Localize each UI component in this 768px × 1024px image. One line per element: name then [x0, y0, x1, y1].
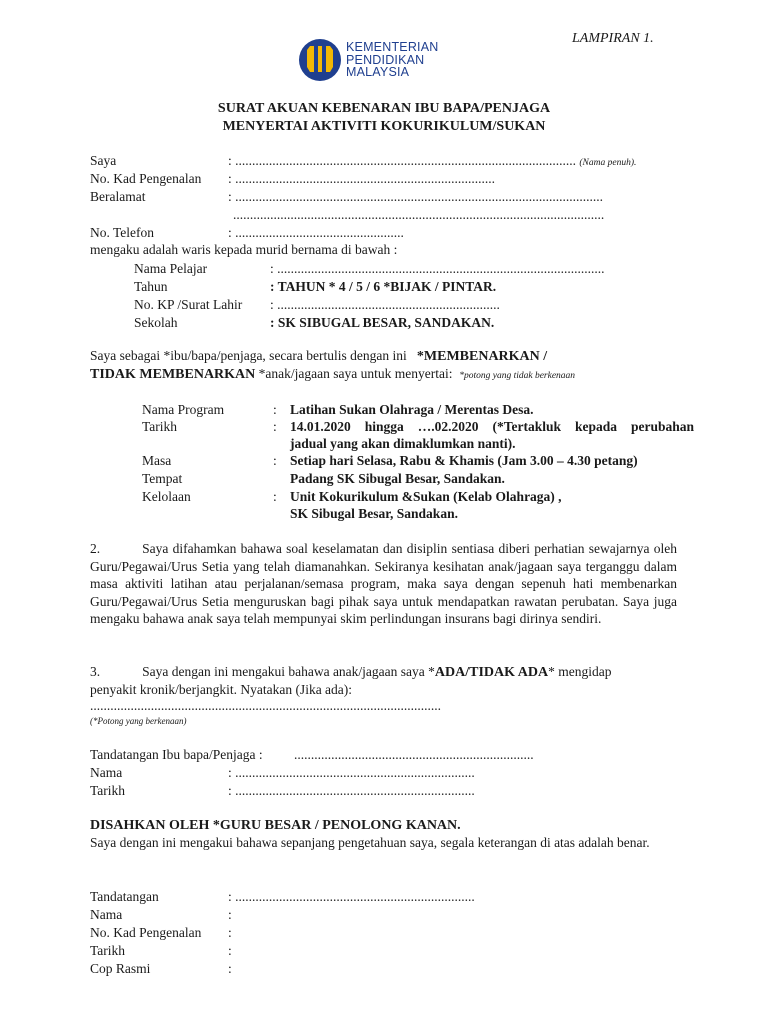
ttd-ibubapa-label: Tandatangan Ibu bapa/Penjaga : — [90, 747, 263, 762]
ministry-logo — [298, 35, 458, 85]
logo-line-3: MALAYSIA — [346, 65, 410, 79]
paragraph-3-line-2: penyakit kronik/berjangkit. Nyatakan (Jika ada): — [90, 682, 353, 697]
paragraph-3-line-1: 3. Saya dengan ini mengakui bahawa anak/jagaan saya *ADA/TIDAK ADA* mengidap — [90, 664, 612, 680]
confirm-tarikh-field[interactable]: : — [228, 943, 232, 958]
kp-label: No. Kad Pengenalan — [90, 171, 202, 186]
lampiran-label: LAMPIRAN 1. — [572, 31, 654, 46]
colon: : — [273, 402, 277, 417]
confirm-kp-field[interactable]: : — [228, 925, 232, 940]
tel-field[interactable]: : .................................................. — [228, 225, 404, 240]
colon: : — [273, 419, 277, 434]
program-kelolaan-value: Unit Kokurikulum &Sukan (Kelab Olahraga) , — [290, 489, 562, 504]
waris-text: mengaku adalah waris kepada murid bernama di bawah : — [90, 242, 398, 257]
ministry-emblem-icon — [298, 37, 342, 83]
sig-nama-label: Nama — [90, 765, 123, 780]
confirm-heading: DISAHKAN OLEH *GURU BESAR / PENOLONG KANAN. — [90, 818, 461, 833]
confirm-tarikh-label: Tarikh — [90, 943, 126, 958]
saya-label: Saya — [90, 153, 117, 168]
confirm-text: Saya dengan ini mengakui bahawa sepanjang pengetahuan saya, segala keterangan di atas adalah benar. — [90, 835, 650, 850]
kp-pelajar-label: No. KP /Surat Lahir — [134, 297, 243, 312]
colon: : — [273, 489, 277, 504]
confirm-cop-label: Cop Rasmi — [90, 961, 151, 976]
sekolah-label: Sekolah — [134, 315, 178, 330]
program-masa-label: Masa — [142, 453, 172, 468]
program-tempat-label: Tempat — [142, 471, 183, 486]
title-line-2: MENYERTAI AKTIVITI KOKURIKULUM/SUKAN — [222, 119, 546, 134]
tahun-value: : TAHUN * 4 / 5 / 6 *BIJAK / PINTAR. — [270, 279, 497, 294]
logo-line-2: PENDIDIKAN — [346, 52, 425, 67]
confirm-ttd-label: Tandatangan — [90, 889, 159, 904]
logo-line-1: KEMENTERIAN — [346, 40, 439, 54]
confirm-cop-field[interactable]: : — [228, 961, 232, 976]
program-nama-label: Nama Program — [142, 402, 225, 417]
potong-note: (*Potong yang berkenaan) — [90, 716, 187, 726]
sig-tarikh-field[interactable]: : ....................................................................... — [228, 783, 475, 798]
sig-tarikh-label: Tarikh — [90, 783, 126, 798]
confirm-kp-label: No. Kad Pengenalan — [90, 925, 202, 940]
title-line-1: SURAT AKUAN KEBENARAN IBU BAPA/PENJAGA — [217, 101, 551, 116]
program-tarikh-value: 14.01.2020 hingga ….02.2020 (*Tertakluk kepada perubahan — [290, 419, 694, 434]
kp-pelajar-field[interactable]: : .................................................................. — [270, 297, 500, 312]
program-kelolaan-value-2: SK Sibugal Besar, Sandakan. — [290, 506, 458, 521]
confirm-nama-field[interactable]: : — [228, 907, 232, 922]
ttd-ibubapa-field[interactable]: ....................................................................... — [294, 747, 534, 762]
program-tarikh-label: Tarikh — [142, 419, 178, 434]
sekolah-value: : SK SIBUGAL BESAR, SANDAKAN. — [270, 315, 495, 330]
consent-line-1: Saya sebagai *ibu/bapa/penjaga, secara bertulis dengan ini *MEMBENARKAN / — [90, 348, 548, 364]
alamat-label: Beralamat — [90, 189, 146, 204]
alamat-field[interactable]: : ............................................................................................................. — [228, 189, 604, 204]
program-nama-value: Latihan Sukan Olahraga / Merentas Desa. — [290, 402, 534, 417]
program-tempat-value: Padang SK Sibugal Besar, Sandakan. — [290, 471, 505, 486]
paragraph-2: 2. Saya difahamkan bahawa soal keselamatan dan disiplin sentiasa diberi perhatian sewajarnya oleh Guru/Pegawai/Urus Setia yang telah diamanahkan. Sekiranya kesihatan anak/jagaan saya terganggu dalam masa aktiviti latihan atau perjalanan/semasa program, maka saya dengan sepenuh hati membenarkan Guru/Pegawai/Urus Setia menguruskan bagi pihak saya untuk mendapatkan rawatan perubatan. Saya juga mengaku bahawa anak saya telah mempunyai skim perlindungan insurans bagi dirinya sendiri. — [90, 541, 677, 626]
colon: : — [273, 453, 277, 468]
confirm-ttd-field[interactable]: : ....................................................................... — [228, 889, 475, 904]
penyakit-field[interactable]: ........................................................................................................ — [90, 698, 441, 713]
program-masa-value: Setiap hari Selasa, Rabu & Khamis (Jam 3.00 – 4.30 petang) — [290, 453, 638, 468]
program-kelolaan-label: Kelolaan — [142, 489, 191, 504]
saya-field[interactable]: : ..................................................................................................... (Nama penuh). — [228, 153, 637, 168]
alamat-field-2[interactable]: .............................................................................................................. — [233, 207, 605, 222]
sig-nama-field[interactable]: : ....................................................................... — [228, 765, 475, 780]
tel-label: No. Telefon — [90, 225, 155, 240]
tahun-label: Tahun — [134, 279, 168, 294]
kp-field[interactable]: : ............................................................................. — [228, 171, 496, 186]
nama-pelajar-field[interactable]: : ................................................................................................. — [270, 261, 605, 276]
program-tarikh-value-2: jadual yang akan dimaklumkan nanti). — [290, 436, 516, 451]
nama-pelajar-label: Nama Pelajar — [134, 261, 208, 276]
consent-line-2: TIDAK MEMBENARKAN *anak/jagaan saya untuk menyertai: *potong yang tidak berkenaan — [90, 366, 576, 382]
confirm-nama-label: Nama — [90, 907, 123, 922]
